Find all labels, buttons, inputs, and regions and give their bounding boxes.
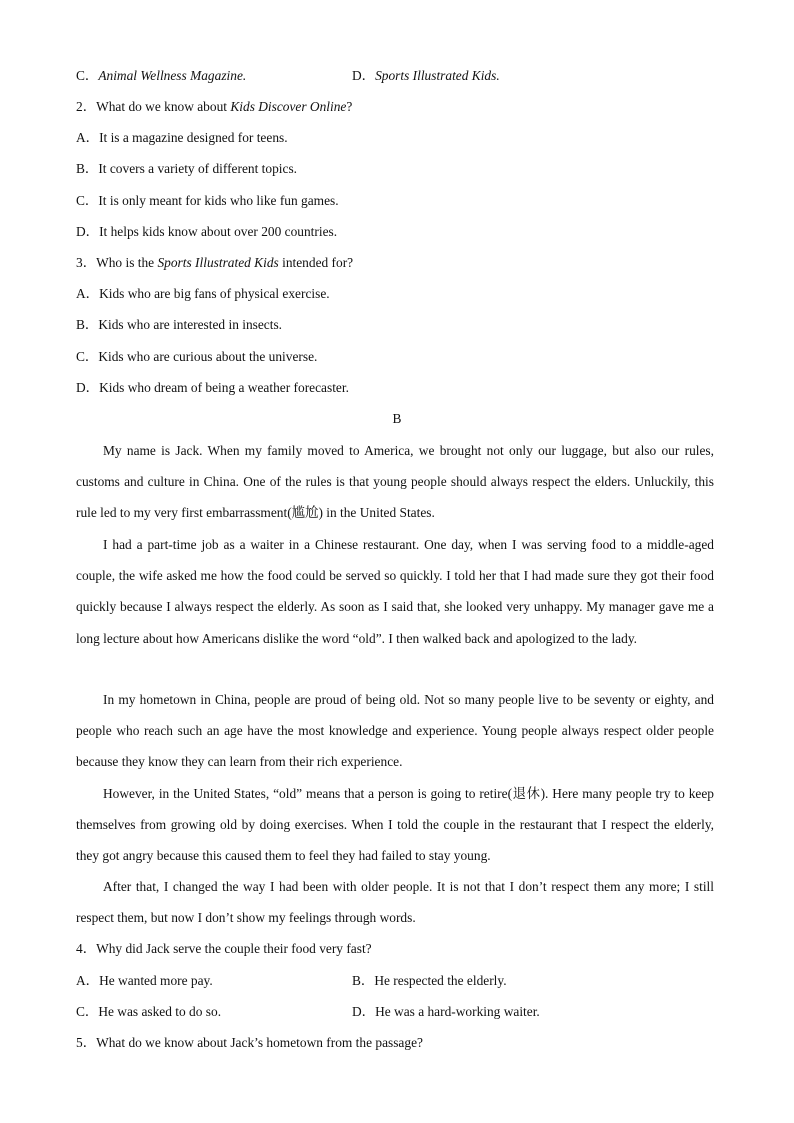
stem-text: Who is the [96, 255, 158, 270]
stem-text: ? [346, 99, 353, 114]
passage-paragraph [76, 871, 714, 933]
q5-stem [76, 1034, 423, 1052]
question-number: 2． [76, 99, 97, 114]
option-text: He was asked to do so. [98, 1004, 222, 1019]
stem-text: What do we know about Jack’s hometown from the passage? [96, 1035, 423, 1050]
passage-paragraph [76, 778, 714, 872]
option-text: He wanted more pay. [99, 973, 213, 988]
option-label: C． [76, 349, 99, 364]
option-label: C． [76, 68, 99, 83]
q1-option-c [76, 67, 246, 85]
paragraph-text: After that, I changed the way I had been with older people. It is not that I don’t respect them any more; I still respect them, but now I don’t show my feelings through words. [76, 879, 714, 926]
q4-option-d [352, 1003, 540, 1021]
option-text: He was a hard-working waiter. [375, 1004, 540, 1019]
option-text: He respected the elderly. [374, 973, 507, 988]
stem-text: intended for? [278, 255, 354, 270]
option-text: Kids who are big fans of physical exercise. [99, 286, 330, 301]
stem-title: Kids Discover Online [230, 99, 347, 114]
q4-option-a [76, 972, 213, 990]
paragraph-text: However, in the United States, “old” means that a person is going to retire(退休). Here many people try to keep themselves from growing old by doing exercises. When I told the couple in the restaurant that I respect the elderly, they got angry because this caused them to feel they had failed to stay young. [76, 786, 714, 864]
option-label: D． [76, 224, 100, 239]
option-label: D． [352, 1004, 376, 1019]
option-text: Kids who dream of being a weather forecaster. [99, 380, 349, 395]
stem-text: What do we know about [96, 99, 231, 114]
q3-option-d [76, 379, 349, 397]
option-text: It helps kids know about over 200 countries. [99, 224, 338, 239]
q3-option-c [76, 348, 317, 366]
paragraph-text: In my hometown in China, people are proud of being old. Not so many people live to be seventy or eighty, and people who reach such an age have the most knowledge and experience. Young people always respect older people because they know they can learn from their rich experience. [76, 692, 714, 770]
q4-stem [76, 940, 372, 958]
passage-paragraph [76, 435, 714, 529]
option-text: It is only meant for kids who like fun games. [98, 193, 339, 208]
paragraph-text: My name is Jack. When my family moved to America, we brought not only our luggage, but also our rules, customs and culture in China. One of the rules is that young people should always respect the elders. Unluckily, this rule led to my very first embarrassment(尴尬) in the United States. [76, 443, 714, 521]
option-label: B． [76, 317, 99, 332]
q2-stem [76, 98, 352, 116]
q3-stem [76, 254, 353, 272]
q4-option-b [352, 972, 507, 990]
q1-option-d [352, 67, 500, 85]
question-number: 4． [76, 941, 97, 956]
q2-option-b [76, 160, 297, 178]
passage-paragraph [76, 684, 714, 778]
option-text: Kids who are interested in insects. [98, 317, 283, 332]
question-number: 5． [76, 1035, 97, 1050]
question-number: 3． [76, 255, 97, 270]
q2-option-a [76, 129, 288, 147]
stem-text: Why did Jack serve the couple their food very fast? [96, 941, 372, 956]
q4-option-c [76, 1003, 221, 1021]
option-label: B． [76, 161, 99, 176]
stem-title: Sports Illustrated Kids [157, 255, 279, 270]
option-text: Animal Wellness Magazine. [98, 68, 247, 83]
option-label: A． [76, 130, 100, 145]
option-label: B． [352, 973, 375, 988]
option-label: C． [76, 193, 99, 208]
section-heading: B [392, 411, 402, 426]
option-text: Sports Illustrated Kids. [375, 68, 500, 83]
option-text: It is a magazine designed for teens. [99, 130, 288, 145]
paragraph-text: I had a part-time job as a waiter in a Chinese restaurant. One day, when I was serving food to a middle-aged couple, the wife asked me how the food could be served so quickly. I told her that I had made sure they got their food quickly because I always respect the elderly. As soon as I said that, she looked very unhappy. My manager gave me a long lecture about how Americans dislike the word “old”. I then walked back and apologized to the lady. [76, 537, 714, 646]
q3-option-a [76, 285, 330, 303]
option-label: C． [76, 1004, 99, 1019]
q2-option-d [76, 223, 337, 241]
passage-paragraph [76, 529, 714, 654]
option-label: D． [352, 68, 376, 83]
option-text: It covers a variety of different topics. [98, 161, 298, 176]
option-label: A． [76, 973, 100, 988]
q2-option-c [76, 192, 339, 210]
option-label: A． [76, 286, 100, 301]
q3-option-b [76, 316, 282, 334]
option-label: D． [76, 380, 100, 395]
option-text: Kids who are curious about the universe. [98, 349, 318, 364]
